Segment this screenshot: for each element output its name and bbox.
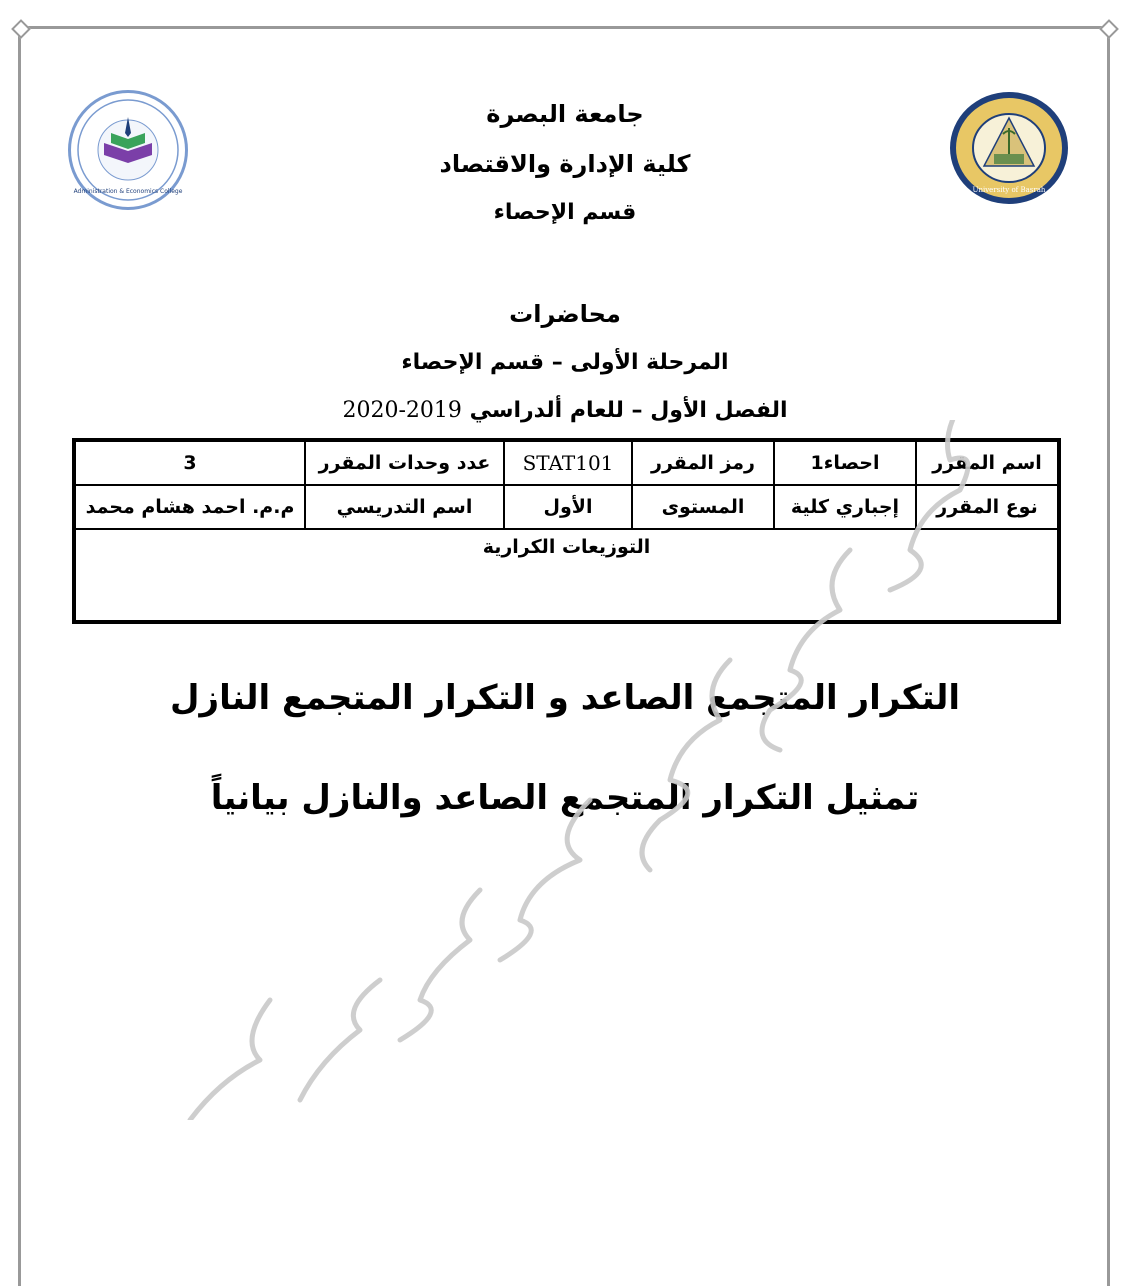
stage-heading: المرحلة الأولى – قسم الإحصاء — [401, 350, 729, 375]
course-code-label: رمز المقرر — [632, 440, 774, 485]
semester-label: الفصل الأول – للعام ألدراسي — [469, 398, 788, 423]
units-label: عدد وحدات المقرر — [305, 440, 504, 485]
course-type-value: إجباري كلية — [774, 485, 916, 529]
table-row — [74, 529, 1059, 622]
college-logo-text: Administration & Economics College — [73, 188, 183, 195]
table-row — [74, 440, 1059, 485]
course-code-value: STAT101 — [504, 440, 632, 485]
level-value: الأول — [504, 485, 632, 529]
main-title: التكرار المتجمع الصاعد و التكرار المتجمع النازل — [170, 678, 960, 718]
instructor-label: اسم التدريسي — [305, 485, 504, 529]
lecture-topic: التوزيعات الكرارية — [74, 529, 1059, 622]
university-logo-text: University of Basrah — [972, 186, 1046, 194]
lectures-heading: محاضرات — [509, 300, 621, 328]
university-name: جامعة البصرة — [486, 100, 644, 128]
semester-heading — [0, 398, 1130, 423]
department-name: قسم الإحصاء — [493, 200, 637, 225]
sub-title: تمثيل التكرار المتجمع الصاعد والنازل بيانياً — [210, 778, 920, 818]
course-name-label: اسم المقرر — [916, 440, 1059, 485]
course-name-value: احصاء1 — [774, 440, 916, 485]
academic-year: 2019-2020 — [342, 398, 462, 423]
level-label: المستوى — [632, 485, 774, 529]
course-info-table — [72, 438, 1061, 624]
college-name: كلية الإدارة والاقتصاد — [439, 150, 691, 178]
instructor-value: م.م. احمد هشام محمد — [74, 485, 305, 529]
units-value: 3 — [74, 440, 305, 485]
table-row — [74, 485, 1059, 529]
course-type-label: نوع المقرر — [916, 485, 1059, 529]
